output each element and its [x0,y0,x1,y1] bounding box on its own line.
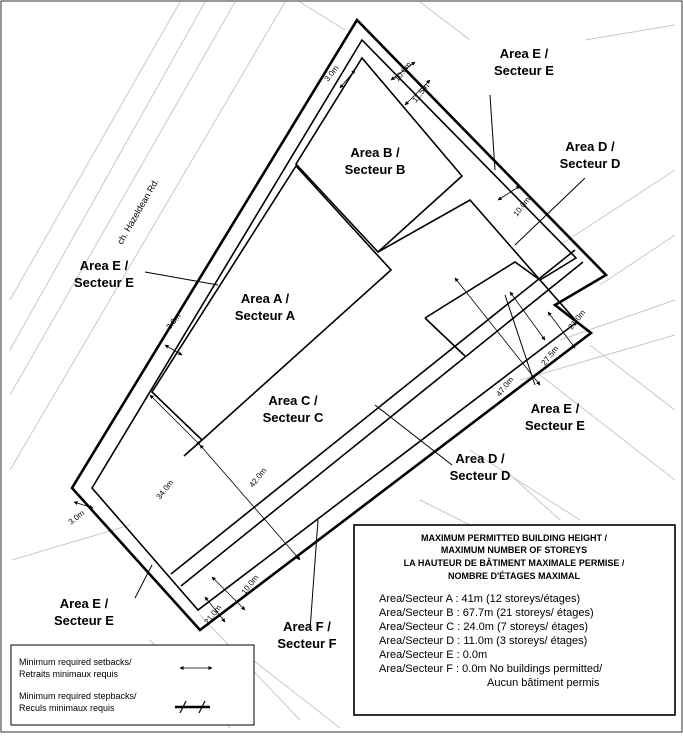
street-label: ch. Hazeldean Rd. [115,176,161,246]
height-row-a: Area/Secteur A : 41m (12 storeys/étages) [379,593,581,605]
area-a-sublabel: Secteur A [234,308,296,323]
dim-mid-42m: 42.0m [247,466,269,490]
height-row-e: Area/Secteur E : 0.0m [379,649,488,661]
dim-bottom-21m: 21.0m [202,603,224,627]
height-title-line-1: MAXIMUM PERMITTED BUILDING HEIGHT / [421,533,607,543]
height-row-b: Area/Secteur B : 67.7m (21 storeys/ étages) [379,607,594,619]
area-f-label: Area F / [283,619,331,634]
height-row-f-continued: Aucun bâtiment permis [487,677,600,689]
area-b-sublabel: Secteur B [344,162,406,177]
dim-right-47m: 47.0m [494,375,516,399]
area-e-bottomleft-label: Area E / [59,596,109,611]
dim-left-3m: 3.0m [164,311,183,332]
dim-top-3m: 3.0m [322,63,341,84]
height-row-f: Area/Secteur F : 0.0m No buildings permitted/ [379,663,603,675]
area-e-topright-label: Area E / [499,46,549,61]
dim-mid-34m: 34.0m [154,478,176,502]
area-a-label: Area A / [240,291,290,306]
dim-right-27-5m: 27.5m [539,344,561,368]
legend [11,645,254,725]
area-d-edge [425,318,465,356]
area-d-top-sublabel: Secteur D [559,156,621,171]
height-title-line-2: MAXIMUM NUMBER OF STOREYS [440,545,588,555]
area-f-sublabel: Secteur F [277,636,337,651]
height-row-d: Area/Secteur D : 11.0m (3 storeys/ étages) [379,635,588,647]
dim-right-10m: 10.0m [511,195,533,219]
area-b-label: Area B / [350,145,400,160]
dim-bottom-3m: 3.0m [66,508,87,527]
area-c-divider [184,440,202,456]
legend-setbacks-sublabel: Retraits minimaux requis [19,669,119,679]
height-title-line-4: NOMBRE D'ÉTAGES MAXIMAL [448,571,580,581]
dim-top-10m: 10.0m [392,60,414,84]
area-e-right-label: Area E / [530,401,580,416]
area-c-sublabel: Secteur C [262,410,324,425]
area-e-bottomleft-sublabel: Secteur E [54,613,114,628]
area-e-topright-sublabel: Secteur E [494,63,554,78]
area-e-right-sublabel: Secteur E [525,418,585,433]
area-d-top-label: Area D / [565,139,615,154]
legend-setbacks-label: Minimum required setbacks/ [19,657,132,667]
legend-stepbacks-label: Minimum required stepbacks/ [19,691,137,701]
dim-top-11-5m: 11.5m [410,81,431,105]
legend-stepbacks-sublabel: Reculs minimaux requis [19,703,115,713]
dim-right-21m: 21.0m [566,308,588,332]
dim-bottom-10m: 10.0m [239,573,261,597]
height-row-c: Area/Secteur C : 24.0m (7 storeys/ étages) [379,621,589,633]
area-e-left-sublabel: Secteur E [74,275,134,290]
area-e-left-label: Area E / [79,258,129,273]
area-c-label: Area C / [268,393,318,408]
height-table [354,525,675,715]
area-d-mid-label: Area D / [455,451,505,466]
height-title-line-3: LA HAUTEUR DE BÂTIMENT MAXIMALE PERMISE / [403,558,625,568]
area-d-mid-sublabel: Secteur D [449,468,511,483]
